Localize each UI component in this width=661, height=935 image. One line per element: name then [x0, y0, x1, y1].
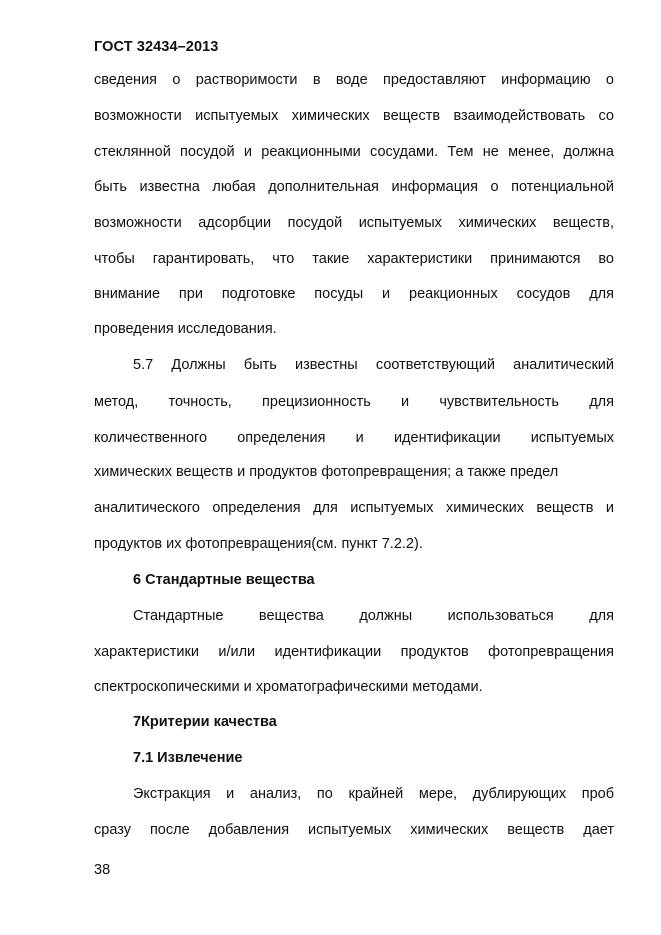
text-line: 5.7 Должны быть известны соответствующий аналитический — [133, 357, 614, 373]
section-heading: 7Критерии качества — [133, 714, 277, 730]
text-line: быть известна любая дополнительная информация о потенциальной — [94, 179, 614, 195]
text-line: сразу после добавления испытуемых химических веществ дает — [94, 822, 614, 838]
text-line: спектроскопическими и хроматографическими методами. — [94, 679, 483, 695]
document-header: ГОСТ 32434–2013 — [94, 39, 219, 55]
text-line: продуктов их фотопревращения(см. пункт 7.2.2). — [94, 536, 423, 552]
text-line: Экстракция и анализ, по крайней мере, дублирующих проб — [133, 786, 614, 802]
text-line: аналитического определения для испытуемых химических веществ и — [94, 500, 614, 516]
text-line: внимание при подготовке посуды и реакционных сосудов для — [94, 286, 614, 302]
text-line: проведения исследования. — [94, 321, 277, 337]
text-line: Стандартные вещества должны использоваться для — [133, 608, 614, 624]
text-line: чтобы гарантировать, что такие характеристики принимаются во — [94, 251, 614, 267]
text-line: метод, точность, прецизионность и чувствительность для — [94, 394, 614, 410]
text-line: характеристики и/или идентификации продуктов фотопревращения — [94, 644, 614, 660]
subsection-heading: 7.1 Извлечение — [133, 750, 243, 766]
page-number: 38 — [94, 862, 111, 878]
text-line: сведения о растворимости в воде предоставляют информацию о — [94, 72, 614, 88]
text-line: возможности испытуемых химических веществ взаимодействовать со — [94, 108, 614, 124]
text-line: стеклянной посудой и реакционными сосудами. Тем не менее, должна — [94, 144, 614, 160]
section-heading: 6 Стандартные вещества — [133, 572, 315, 588]
text-line: количественного определения и идентификации испытуемых — [94, 430, 614, 446]
text-line: химических веществ и продуктов фотопревращения; а также предел — [94, 464, 559, 480]
text-line: возможности адсорбции посудой испытуемых химических веществ, — [94, 215, 614, 231]
